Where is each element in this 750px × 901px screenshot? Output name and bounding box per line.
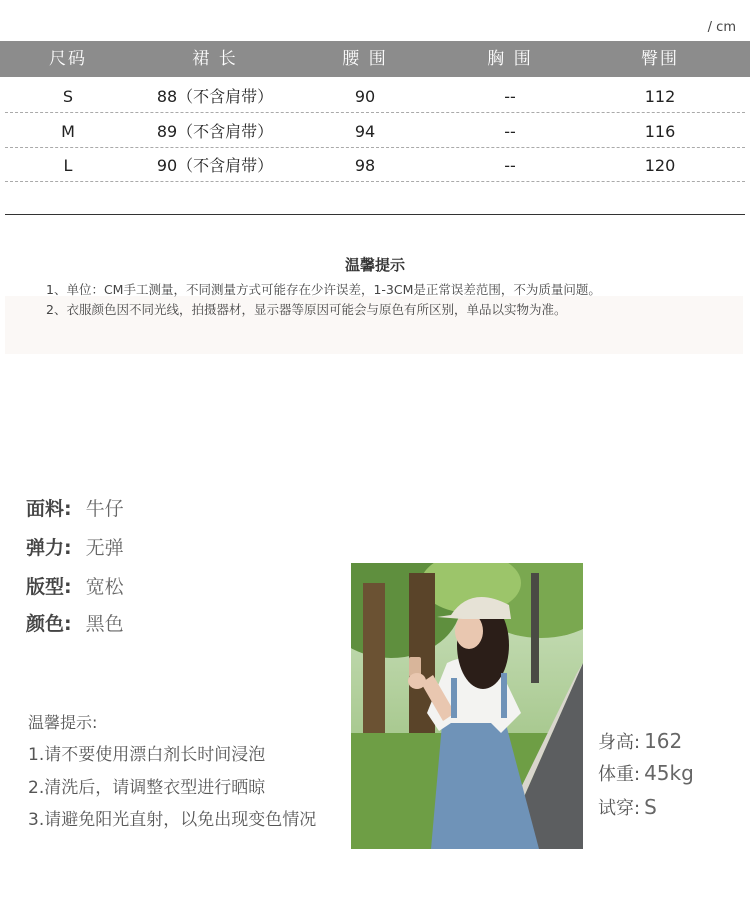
model-height [598,728,682,754]
cell-hip: 120 [644,156,676,175]
header-hip: 臀围 [641,49,679,69]
cell-length: 88（不含肩带） [156,87,274,106]
care-line: 2.清洗后，请调整衣型进行晒晾 [28,778,266,798]
row-divider [5,147,745,148]
height-value: 162 [644,729,683,753]
size-table-header [0,41,750,77]
table-row [0,115,750,148]
attribute-fabric [26,494,124,521]
cell-size: S [62,87,74,106]
header-size: 尺码 [49,49,87,69]
model-fit-size [598,794,657,820]
fit-label: 试穿: [598,798,641,819]
unit-label: / cm [707,20,736,35]
cell-length: 90（不含肩带） [156,156,274,175]
cell-chest: -- [504,122,516,141]
table-row [0,80,750,113]
cell-waist: 98 [354,156,376,175]
section-divider [5,214,745,215]
row-divider [5,112,745,113]
cell-chest: -- [504,87,516,106]
weight-label: 体重: [598,764,641,785]
cell-hip: 112 [644,87,676,106]
notice-line: 2、衣服颜色因不同光线，拍摄器材，显示器等原因可能会与原色有所区别，单品以实物为准。 [46,302,567,317]
notice-title: 温馨提示 [344,256,405,274]
attribute-elasticity [26,533,124,560]
cell-chest: -- [504,156,516,175]
notice-line: 1、单位：CM手工测量，不同测量方式可能存在少许误差，1-3CM是正常误差范围，不为质量问题。 [46,282,601,297]
cell-size: M [61,122,75,141]
attribute-label: 面料: [26,498,72,520]
header-waist: 腰 围 [342,49,388,69]
height-label: 身高: [598,732,641,753]
table-row [0,149,750,182]
cell-waist: 94 [354,122,376,141]
cell-waist: 90 [354,87,376,106]
header-length: 裙 长 [192,49,238,69]
attribute-value: 无弹 [85,537,124,559]
cell-length: 89（不含肩带） [156,122,274,141]
row-divider [5,181,745,182]
care-title: 温馨提示: [28,713,98,732]
fit-value: S [644,795,657,819]
attribute-value: 宽松 [85,576,124,598]
attribute-value: 黑色 [85,613,124,635]
attribute-label: 颜色: [26,613,72,635]
attribute-color [26,609,124,636]
attribute-label: 弹力: [26,537,72,559]
care-line: 3.请避免阳光直射，以免出现变色情况 [28,810,317,830]
cell-hip: 116 [644,122,676,141]
attribute-fit [26,572,124,599]
header-chest: 胸 围 [487,49,533,69]
attribute-label: 版型: [26,576,72,598]
attribute-value: 牛仔 [85,498,124,520]
weight-value: 45kg [644,761,694,785]
cell-size: L [63,156,73,175]
model-weight [598,760,694,786]
model-photo [351,563,583,849]
care-line: 1.请不要使用漂白剂长时间浸泡 [28,745,266,765]
